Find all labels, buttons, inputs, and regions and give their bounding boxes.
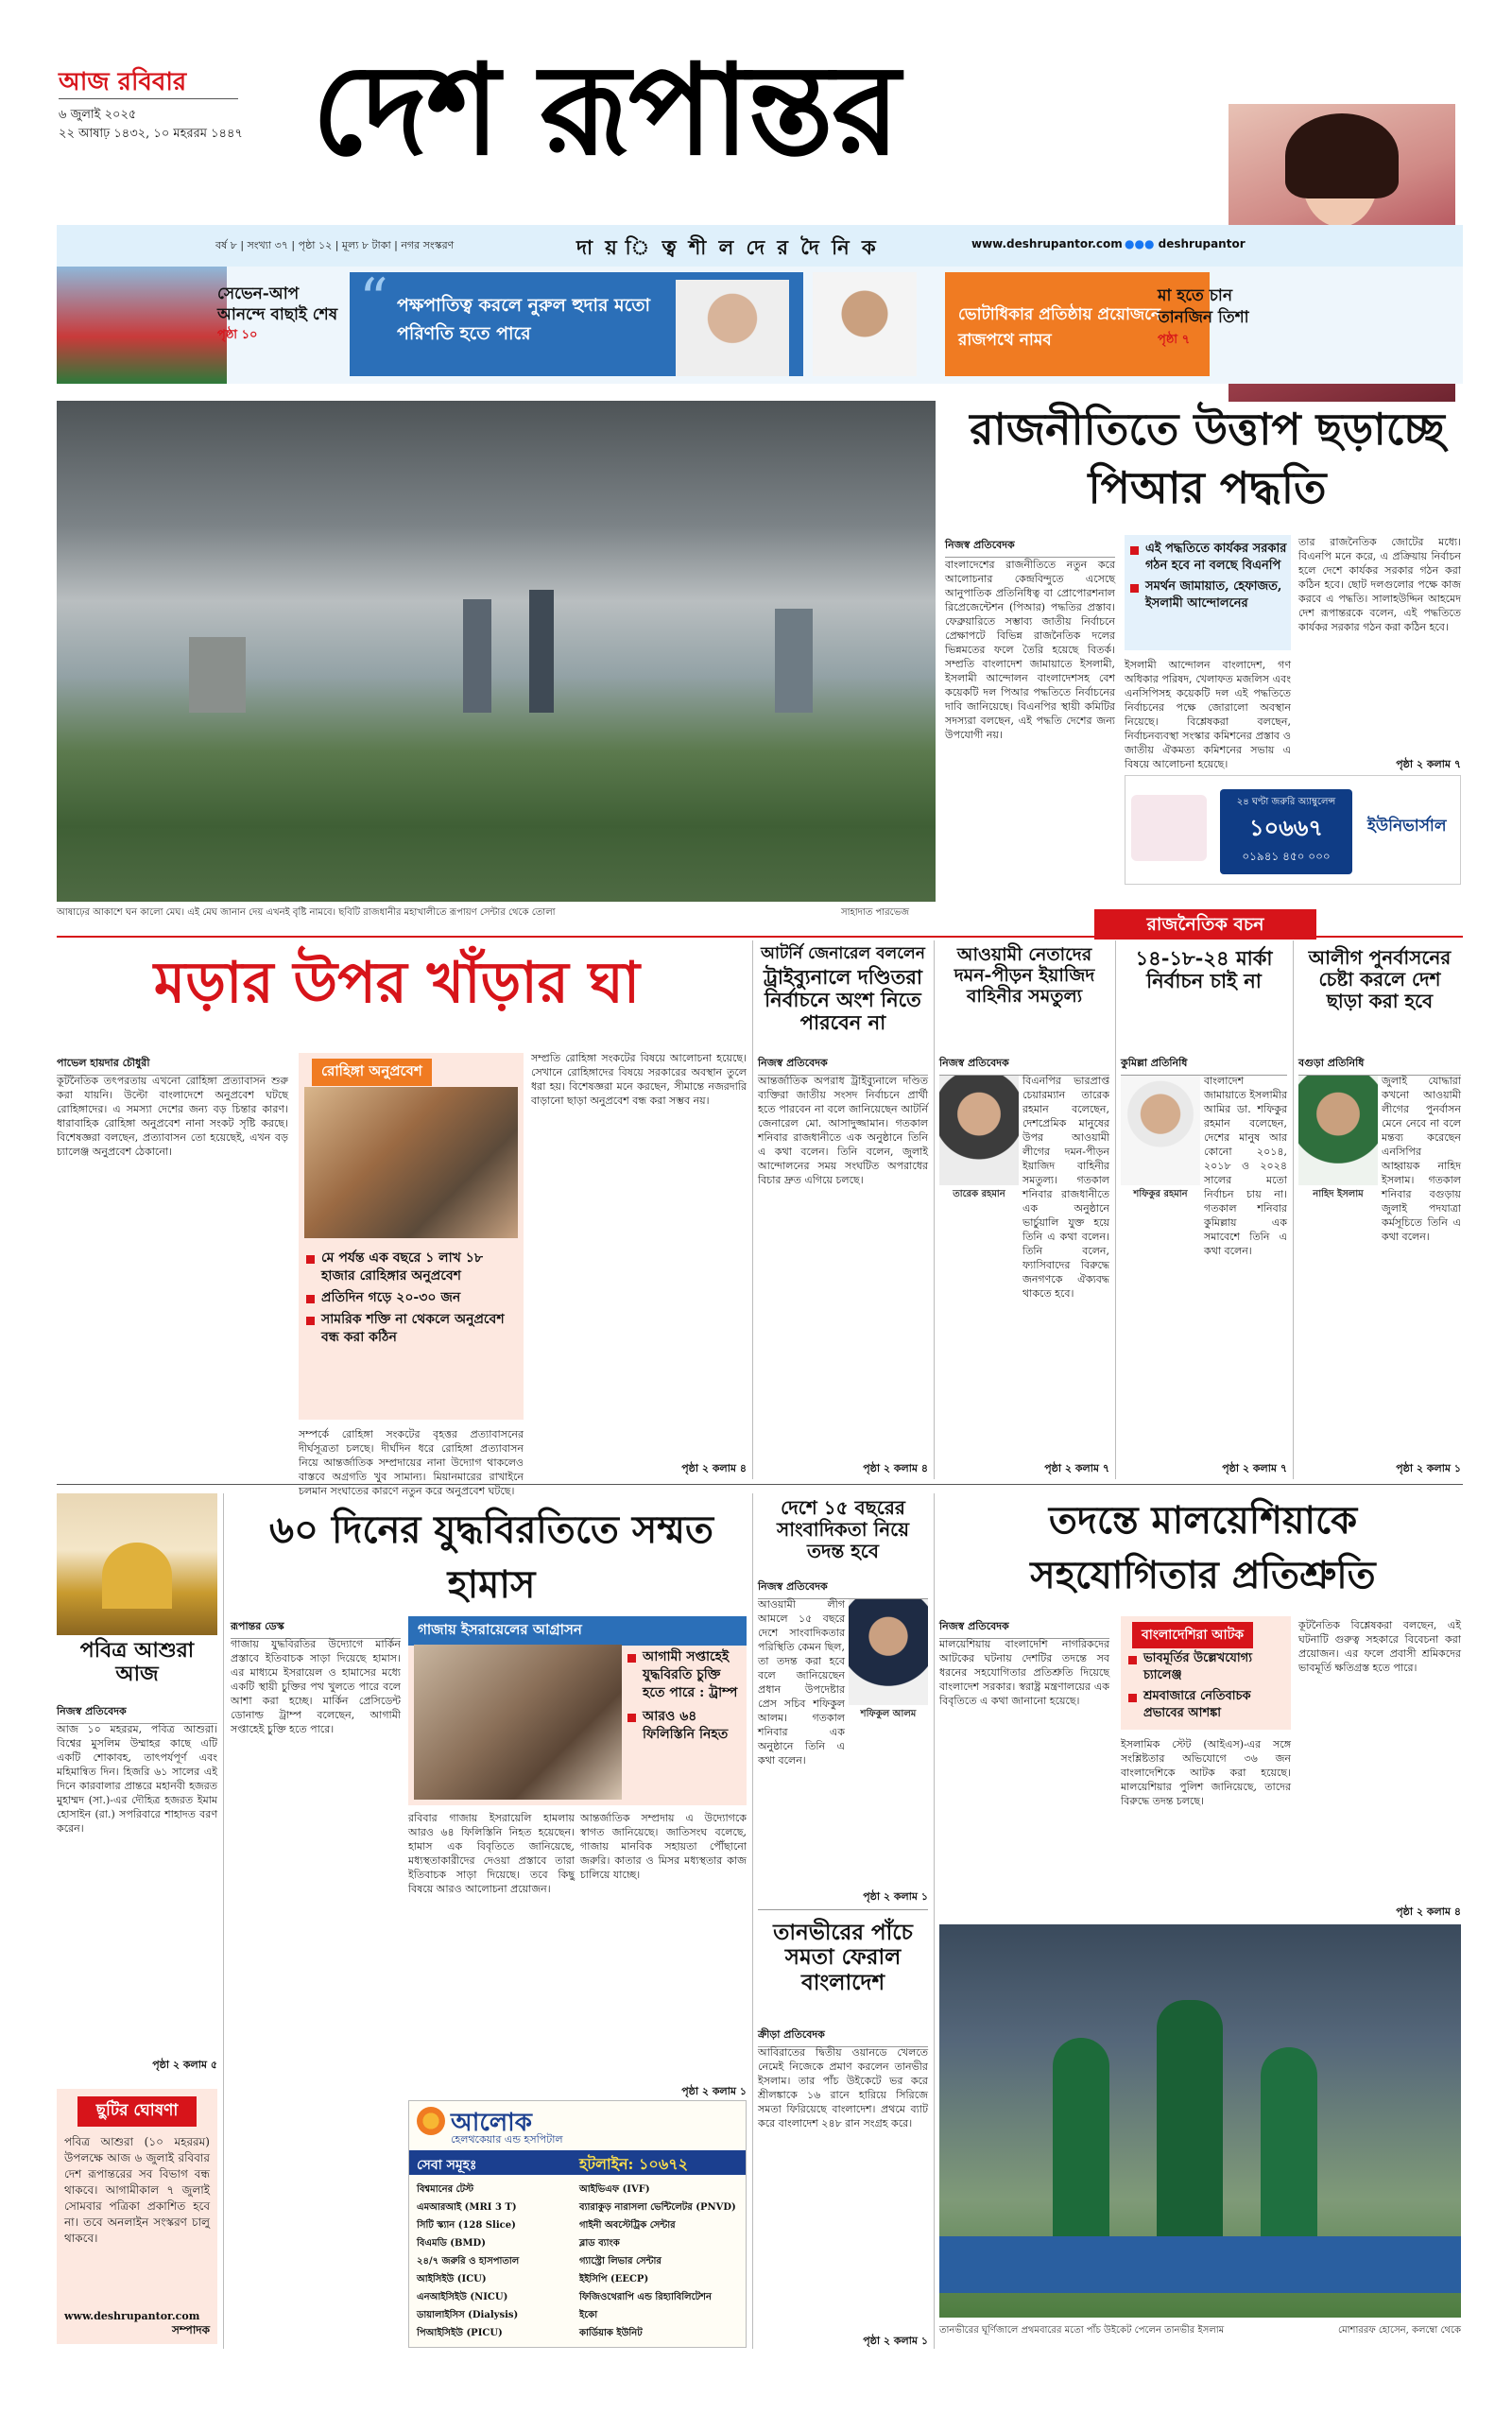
- hamas-col1: গাজায় যুদ্ধবিরতির উদ্যোগে মার্কিন প্রস্তাবে ইতিবাচক সাড়া দিয়েছে হামাস। এর মাধ্যমে ইসরায়েল ও হামাসের মধ্যে একটি স্থায়ী চুক্তির পথ খুলতে পারে বলে আশা করা হচ্ছে। মার্কিন প্রেসিডেন্ট ডোনাল্ড ট্রাম্প বলেছেন, আগামী সপ্তাহেই চুক্তি হতে পারে।: [231, 1638, 401, 1735]
- teaser-strip: [57, 267, 1463, 384]
- nahid-photo: [1298, 1076, 1378, 1185]
- malaysia-box-title: বাংলাদেশিরা আটক: [1132, 1622, 1253, 1648]
- ncp-headline: আলীগ পুনর্বাসনের চেষ্টা করলে দেশ ছাড়া করা হবে: [1308, 946, 1452, 1012]
- awami-jump: পৃষ্ঠা ২ কলাম ৭: [1044, 1462, 1109, 1474]
- alok-hotline: হটলাইন: ১০৬৭২: [579, 2155, 689, 2173]
- rohingya-bullet: সামরিক শক্তি না থেকলে অনুপ্রবেশ বন্ধ করা কঠিন: [304, 1311, 518, 1347]
- quote-mark-icon: “: [359, 267, 388, 333]
- alok-service: গাইনী অবস্টেট্রিক সেন্টার: [579, 2220, 676, 2231]
- section-tag-text: রাজনৈতিক বচন: [1146, 914, 1264, 935]
- jamaat-byline: কুমিল্লা প্রতিনিধি: [1121, 1055, 1287, 1076]
- lead-photo-caption: আষাঢ়ের আকাশে ঘন কালো মেঘ। এই মেঘ জানান দেয় এখনই বৃষ্টি নামবে। ছবিটি রাজধানীর মহাখালীতে রূপায়ণ সেন্টার থেকে তোলা: [57, 907, 556, 918]
- date-en: ৬ জুলাই ২০২৫: [59, 108, 137, 122]
- social-label: deshrupantor: [1158, 237, 1246, 250]
- alok-service: আইসিইউ (ICU): [417, 2274, 487, 2284]
- alok-service: এমআরআই (MRI 3 T): [417, 2202, 517, 2213]
- malaysia-bullet: শ্রমবাজারে নেতিবাচক প্রভাবের আশঙ্কা: [1126, 1688, 1287, 1722]
- rohingya-col1: কূটনৈতিক তৎপরতায় এখনো রোহিঙ্গা প্রত্যাবাসন শুরু করা যায়নি। উল্টো বাংলাদেশে অনুপ্রবেশ ঘটছে রোহিঙ্গাদের। এ সমস্যা দেশের জন্য বড় চিন্তার কারণ। ধারাবাহিক রোহিঙ্গা অনুপ্রবেশ নানা সংকট সৃষ্টি করছে। বিশেষজ্ঞরা বলছেন, প্রত্যাবাসন তো হয়েছেই, এখন বড় চ্যালেঞ্জ অনুপ্রবেশ ঠেকানো।: [57, 1075, 288, 1158]
- ncp-jump: পৃষ্ঠা ২ কলাম ১: [1396, 1462, 1461, 1474]
- holiday-sign: সম্পাদক: [171, 2323, 210, 2336]
- teaser-vote-text: ভোটাধিকার প্রতিষ্ঠায় প্রয়োজনে রাজপথে নামব: [958, 305, 1161, 350]
- alok-service: কার্ডিয়াক ইউনিট: [579, 2328, 643, 2338]
- tribunal-kicker: আটর্নি জেনারেল বললেন: [761, 944, 925, 963]
- journalism-jump: পৃষ্ঠা ২ কলাম ১: [863, 1890, 928, 1903]
- hamas-headline: ৬০ দিনের যুদ্ধবিরতিতে সম্মত হামাস: [269, 1508, 713, 1607]
- social-handle: [1125, 237, 1246, 250]
- alok-service: গ্যাস্ট্রো লিভার সেন্টার: [579, 2256, 662, 2267]
- tarique-caption: তারেক রহমান: [953, 1189, 1005, 1199]
- cricket-photo-credit: মোশাররফ হোসেন, কলম্বো থেকে: [1338, 2325, 1461, 2336]
- alok-service: ইইসিপি (EECP): [579, 2274, 649, 2284]
- malaysia-bullet: ভাবমূর্তির উল্লেখযোগ্য চ্যালেঞ্জ: [1126, 1650, 1287, 1684]
- awami-headline: আওয়ামী নেতাদের দমন-পীড়ন ইয়াজিদ বাহিনীর সমতুল্য: [954, 944, 1095, 1007]
- rohingya-photo: [304, 1087, 518, 1238]
- banner-logo: [1131, 795, 1207, 861]
- issue-info: বর্ষ ৮ | সংখ্যা ৩৭ | পৃষ্ঠা ১২ | মূল্য ৮ টাকা | নগর সংস্করণ: [215, 239, 455, 251]
- malaysia-box: [1121, 1616, 1291, 1730]
- alok-service: ব্যারাকুড় নারাসলা ভেন্টিলেটর (PNVD): [579, 2202, 736, 2213]
- alok-services-label: সেবা সমূহঃ: [417, 2158, 477, 2173]
- teaser-football-text: সেভেন-আপ আনন্দে বাছাই শেষ: [217, 284, 338, 324]
- alok-hospital-ad: [408, 2100, 747, 2348]
- ashura-body: আজ ১০ মহররম, পবিত্র আশুরা। বিশ্বের মুসলিম উম্মাহর কাছে এটি একটি শোকাবহ, তাৎপর্যপূর্ণ এবং মহিমান্বিত দিন। হিজরি ৬১ সালের এই দিনে কারবালার প্রান্তরে মহানবী হজরত মুহাম্মদ (সা.)-এর দৌহিত্র হজরত ইমাম হোসাইন (রা.) সপরিবারে শাহাদত বরণ করেন।: [57, 1723, 217, 1835]
- malaysia-col1: মালয়েশিয়ায় বাংলাদেশি নাগরিকদের আটকের ঘটনায় দেশটির তদন্তে সব ধরনের সহযোগিতার প্রতিশ্রুতি দিয়েছে বাংলাদেশ সরকার। স্বরাষ্ট্র মন্ত্রণালয়ের এক বিবৃতিতে এ কথা জানানো হয়েছে।: [939, 1638, 1109, 1707]
- shafiqur-caption: শফিকুর রহমান: [1133, 1189, 1188, 1199]
- alok-brand: আলোক: [451, 2109, 532, 2137]
- alok-services-col1: [417, 2181, 577, 2342]
- columnist-photo: [676, 280, 789, 376]
- hotline-number: ১০৬৬৭: [1249, 814, 1323, 841]
- hotline-label: ২৪ ঘণ্টা জরুরি অ্যাম্বুলেন্স: [1236, 797, 1336, 807]
- lead-byline: নিজস্ব প্রতিবেদক: [945, 537, 1115, 558]
- lead-headline-2: পিআর পদ্ধতি: [1088, 462, 1327, 513]
- alok-service: সিটি স্ক্যান (128 Slice): [417, 2220, 516, 2231]
- politician-photo: [813, 272, 917, 376]
- rohingya-box-title: রোহিঙ্গা অনুপ্রবেশ: [312, 1059, 432, 1086]
- hamas-col2: রবিবার গাজায় ইসরায়েলি হামলায় আরও ৬৪ ফিলিস্তিনি নিহত হয়েছেন। হামাস এক বিবৃতিতে জানিয়েছে, মধ্যস্থতাকারীদের দেওয়া প্রস্তাবে তারা ইতিবাচক সাড়া দিয়েছে। তবে কিছু বিষয়ে আরও আলোচনা প্রয়োজন।: [408, 1812, 575, 1895]
- rohingya-byline: পাভেল হায়দার চৌধুরী: [57, 1055, 265, 1076]
- malaysia-byline: নিজস্ব প্রতিবেদক: [939, 1618, 1109, 1639]
- tribunal-body: আন্তর্জাতিক অপরাধ ট্রাইব্যুনালে দণ্ডিত ব্যক্তিরা জাতীয় সংসদ নির্বাচনে প্রার্থী হতে পারবেন না বলে জানিয়েছেন আটর্নি জেনারেল মো. আসাদুজ্জামান। গতকাল শনিবার রাজধানীতে এক অনুষ্ঠানে তিনি এ কথা বলেন। তিনি বলেন, জুলাই আন্দোলনের সময় সংঘটিত অপরাধের বিচার দ্রুত এগিয়ে চলছে।: [758, 1075, 928, 1186]
- malaysia-col3: কূটনৈতিক বিশ্লেষকরা বলছেন, এই ঘটনাটি গুরুত্ব সহকারে বিবেচনা করা প্রয়োজন। এর ফলে প্রবাসী শ্রমিকদের ভাবমূর্তি ক্ষতিগ্রস্ত হতে পারে।: [1298, 1619, 1461, 1674]
- lead-headline-1: রাজনীতিতে উত্তাপ ছড়াচ্ছে: [970, 404, 1445, 455]
- hamas-bullet: আরও ৬৪ ফিলিস্তিনি নিহত: [626, 1708, 743, 1744]
- date-bn: ২২ আষাঢ় ১৪৩২, ১০ মহররম ১৪৪৭: [59, 127, 243, 141]
- teaser-tisha-text: মা হতে চান তানজিন তিশা: [1158, 286, 1249, 327]
- teaser-nurul-huda-text: পক্ষপাতিত্ব করলে নুরুল হুদার মতো পরিণতি হতে পারে: [397, 295, 650, 344]
- awami-body: বিএনপির ভারপ্রাপ্ত চেয়ারম্যান তারেক রহমান বলেছেন, দেশপ্রেমিক মানুষের উপর আওয়ামী লীগের দমন-পীড়ন ইয়াজিদ বাহিনীর সমতুল্য। গতকাল শনিবার রাজধানীতে এক অনুষ্ঠানে ভার্চুয়ালি যুক্ত হয়ে তিনি এ কথা বলেন। তিনি বলেন, ফ্যাসিবাদের বিরুদ্ধে জনগণকে ঐক্যবদ্ধ থাকতে হবে।: [1022, 1075, 1109, 1300]
- shafiqur-photo: [1121, 1076, 1200, 1185]
- malaysia-col2: ইসলামিক স্টেট (আইএস)-এর সঙ্গে সংশ্লিষ্টতার অভিযোগে ৩৬ জন বাংলাদেশিকে আটক করা হয়েছে। মালয়েশিয়ার পুলিশ জানিয়েছে, তাদের বিরুদ্ধে তদন্ত চলছে।: [1121, 1738, 1291, 1807]
- day-label: আজ রবিবার: [59, 68, 187, 96]
- cricket-photo: [939, 1924, 1461, 2318]
- alok-services-col2: [579, 2181, 742, 2342]
- jamaat-headline: ১৪-১৮-২৪ মার্কা নির্বাচন চাই না: [1135, 946, 1273, 993]
- alt-number: ০১৯৪১ ৪৫০ ০০০: [1242, 850, 1331, 863]
- rohingya-box: [299, 1053, 524, 1420]
- lead-box-item: সমর্থন জামায়াত, হেফাজত, ইসলামী আন্দোলনের: [1128, 578, 1287, 612]
- holiday-title: ছুটির ঘোষণা: [77, 2096, 197, 2127]
- alok-header-bar: [409, 2150, 746, 2175]
- jamaat-jump: পৃষ্ঠা ২ কলাম ৭: [1222, 1462, 1287, 1474]
- ncp-body: জুলাই যোদ্ধারা কখনো আওয়ামী লীগের পুনর্বাসন মেনে নেবে না বলে মন্তব্য করেছেন এনসিপির আহ্বায়ক নাহিদ ইসলাম। গতকাল শনিবার বগুড়ায় জুলাই পদযাত্রা কর্মসূচিতে তিনি এ কথা বলেন।: [1382, 1075, 1461, 1243]
- rohingya-col3: সম্প্রতি রোহিঙ্গা সংকটের বিষয়ে আলোচনা হয়েছে। সেখানে রোহিঙ্গাদের বিষয়ে সরকারের অবস্থান তুলে ধরা হয়। বিশেষজ্ঞরা মনে করছেন, সীমান্তে নজরদারি বাড়ানো ছাড়া অনুপ্রবেশ বন্ধ করা সম্ভব নয়।: [531, 1052, 747, 1107]
- rohingya-col2: সম্পর্কে রোহিঙ্গা সংকটের বৃহত্তর প্রত্যাবাসনের দীর্ঘসূত্রতা চলছে। দীর্ঘদিন ধরে রোহিঙ্গা প্রত্যাবাসন নিয়ে আন্তর্জাতিক সম্প্রদায়ের নানা উদ্যোগ থাকলেও বাস্তবে অগ্রগতি খুব সামান্য। মিয়ানমারের রাখাইনে চলমান সংঘাতের কারণে নতুন করে অনুপ্রবেশ ঘটছে।: [299, 1428, 524, 1497]
- nahid-caption: নাহিদ ইসলাম: [1313, 1189, 1364, 1199]
- ashura-photo: [57, 1493, 217, 1635]
- lead-col1: বাংলাদেশের রাজনীতিতে নতুন করে আলোচনার কেন্দ্রবিন্দুতে এসেছে আনুপাতিক প্রতিনিধিত্ব বা প্রোপোরশনাল রিপ্রেজেন্টেশন (পিআর) পদ্ধতির প্রস্তাব। ফেব্রুয়ারিতে সম্ভাব্য জাতীয় নির্বাচনে প্রেক্ষাপটে বিভিন্ন রাজনৈতিক দলের ভিন্নমতের ফলে তৈরি হয়েছে বিতর্ক। সম্প্রতি বাংলাদেশ জামায়াতে ইসলামী, ইসলামী আন্দোলন বাংলাদেশসহ বেশ কয়েকটি দল পিআর পদ্ধতিতে নির্বাচনের দাবি জানিয়েছে। বিএনপির স্থায়ী কমিটির সদস্যরা বলছেন, এই পদ্ধতি দেশের জন্য উপযোগী নয়।: [945, 559, 1115, 741]
- lead-jump: পৃষ্ঠা ২ কলাম ৭: [1396, 758, 1461, 770]
- cricket-headline: তানভীরের পাঁচে সমতা ফেরাল বাংলাদেশ: [773, 1920, 913, 1995]
- social-icons: ●●●: [1125, 237, 1155, 250]
- alok-subtitle: হেলথকেয়ার এন্ড হসপিটাল: [451, 2133, 563, 2146]
- teaser-football: [217, 284, 345, 346]
- teaser-nurul-huda: [350, 267, 803, 376]
- lead-col3: তার রাজনৈতিক জোটের মধ্যে। বিএনপি মনে করে, এ প্রক্রিয়ায় নির্বাচন হলে দেশে কার্যকর সরকার গঠন করা কঠিন হবে। ছোট দলগুলোর পক্ষে কাজ করবে এ পদ্ধতি। সালাহউদ্দিন আহমেদ দেশ রূপান্তরকে বলেন, এই পদ্ধতিতে কার্যকর সরকার গঠন করা কঠিন হবে।: [1298, 536, 1461, 633]
- newspaper-title: দেশ রূপান্তর: [312, 37, 899, 183]
- malaysia-jump: পৃষ্ঠা ২ কলাম ৪: [1396, 1905, 1461, 1918]
- awami-byline: নিজস্ব প্রতিবেদক: [939, 1055, 1109, 1076]
- alok-logo-icon: [417, 2107, 445, 2135]
- rohingya-headline: মড়ার উপর খাঁড়ার ঘা: [153, 950, 641, 1016]
- hamas-jump: পৃষ্ঠা ২ কলাম ১: [681, 2085, 747, 2097]
- journalism-byline: নিজস্ব প্রতিবেদক: [758, 1578, 928, 1599]
- tribunal-jump: পৃষ্ঠা ২ কলাম ৪: [863, 1462, 928, 1474]
- lead-photo: [57, 401, 936, 902]
- alok-service: এনআইসিইউ (NICU): [417, 2292, 508, 2302]
- lead-box: [1125, 535, 1291, 650]
- holiday-body: পবিত্র আশুরা (১০ মহররম) উপলক্ষে আজ ৬ জুলাই রবিবার দেশ রূপান্তরের সব বিভাগ বন্ধ থাকবে। আগামীকাল ৭ জুলাই সোমবার পত্রিকা প্রকাশিত হবে না। তবে অনলাইন সংস্করণ চালু থাকবে।: [64, 2135, 210, 2245]
- football-photo: [57, 267, 227, 384]
- journalism-body: আওয়ামী লীগ আমলে ১৫ বছরে দেশে সাংবাদিকতার পরিস্থিতি কেমন ছিল, তা তদন্ত করা হবে বলে জানিয়েছেন প্রধান উপদেষ্টার প্রেস সচিব শফিকুল আলম। গতকাল শনিবার এক অনুষ্ঠানে তিনি এ কথা বলেন।: [758, 1598, 845, 1767]
- lead-box-item: এই পদ্ধতিতে কার্যকর সরকার গঠন হবে না বলছে বিএনপি: [1128, 541, 1287, 575]
- alok-service: ইকো: [579, 2310, 598, 2320]
- shafiqul-caption: শফিকুল আলম: [860, 1709, 917, 1719]
- ncp-byline: বগুড়া প্রতিনিধি: [1298, 1055, 1461, 1076]
- banner-brand: ইউনিভার্সাল: [1367, 817, 1447, 836]
- cricket-byline: ক্রীড়া প্রতিবেদক: [758, 2026, 928, 2047]
- alok-service: ডায়ালাইসিস (Dialysis): [417, 2310, 519, 2320]
- cricket-jump: পৃষ্ঠা ২ কলাম ১: [863, 2335, 928, 2347]
- cricket-body: আবিরাতের দ্বিতীয় ওয়ানডে খেলতে নেমেই নিজেকে প্রমাণ করলেন তানভীর ইসলাম। তার পাঁচ উইকেটে ভর করে শ্রীলঙ্কাকে ১৬ রানে হারিয়ে সিরিজে সমতা ফিরিয়েছে বাংলাদেশ। প্রথমে ব্যাট করে বাংলাদেশ ২৪৮ রান সংগ্রহ করে।: [758, 2046, 928, 2129]
- website: www.deshrupantor.com: [971, 237, 1123, 250]
- alok-service: বিএমডি (BMD): [417, 2238, 486, 2249]
- journalism-headline: দেশে ১৫ বছরের সাংবাদিকতা নিয়ে তদন্ত হবে: [776, 1496, 910, 1562]
- tagline: দা য় ি ত্ব শী ল দে র দৈ নি ক: [576, 236, 879, 259]
- hamas-col3: আন্তর্জাতিক সম্প্রদায় এ উদ্যোগকে স্বাগত জানিয়েছে। জাতিসংঘ বলেছে, গাজায় মানবিক সহায়তা পৌঁছানো জরুরি। কাতার ও মিসর মধ্যস্থতার কাজ চালিয়ে যাচ্ছে।: [580, 1812, 747, 1881]
- tribunal-headline: ট্রাইব্যুনালে দণ্ডিতরা নির্বাচনে অংশ নিতে পারবেন না: [764, 965, 922, 1035]
- holiday-web: www.deshrupantor.com: [64, 2310, 200, 2322]
- hamas-box-title: গাজায় ইসরায়েলের আগ্রাসন: [408, 1616, 747, 1646]
- ashura-byline: নিজস্ব প্রতিবেদক: [57, 1703, 217, 1724]
- hamas-byline: রূপান্তর ডেস্ক: [231, 1618, 401, 1639]
- alok-service: আইভিএফ (IVF): [579, 2184, 650, 2195]
- holiday-notice: [57, 2089, 217, 2344]
- masthead: [0, 0, 1512, 259]
- jamaat-body: বাংলাদেশ জামায়াতে ইসলামীর আমির ডা. শফিকুর রহমান বলেছেন, দেশের মানুষ আর কোনো ২০১৪, ২০১৮ ও ২০২৪ সালের মতো নির্বাচন চায় না। গতকাল শনিবার কুমিল্লায় এক সমাবেশে তিনি এ কথা বলেন।: [1204, 1075, 1287, 1257]
- hotline-block: [1220, 789, 1352, 874]
- rohingya-bullet: প্রতিদিন গড়ে ২০-৩০ জন: [304, 1289, 518, 1307]
- lead-col2: ইসলামী আন্দোলন বাংলাদেশ, গণ অধিকার পরিষদ, খেলাফত মজলিস এবং এনসিপিসহ কয়েকটি দল এই পদ্ধতিতে নির্বাচনের পক্ষে জোরালো অবস্থান নিয়েছে। বিশ্লেষকরা বলছেন, নির্বাচনব্যবস্থা সংস্কার কমিশনের প্রস্তাব ও জাতীয় ঐকমত্য কমিশনের সভায় এ বিষয়ে আলোচনা হয়েছে।: [1125, 659, 1291, 770]
- tribunal-byline: নিজস্ব প্রতিবেদক: [758, 1055, 928, 1076]
- rohingya-jump: পৃষ্ঠা ২ কলাম ৪: [681, 1462, 747, 1474]
- ashura-headline: পবিত্র আশুরা আজ: [79, 1638, 195, 1687]
- cricket-photo-caption: তানভীরের ঘূর্ণিজালে প্রথমবারের মতো পাঁচ উইকেট পেলেন তানভীর ইসলাম: [939, 2325, 1225, 2336]
- malaysia-headline-1: তদন্তে মালয়েশিয়াকে: [1048, 1498, 1358, 1543]
- alok-service: ফিজিওথেরাপি এন্ড রিহ্যাবিলিটেশন: [579, 2292, 712, 2302]
- alok-service: ব্লাড ব্যাংক: [579, 2238, 620, 2249]
- tarique-photo: [939, 1076, 1019, 1185]
- shafiqul-photo: [849, 1599, 928, 1705]
- gaza-photo: [414, 1645, 622, 1800]
- teaser-tisha-page: পৃষ্ঠা ৭: [1158, 333, 1191, 347]
- hospital-banner-ad: [1125, 775, 1461, 885]
- alok-service: পিআইসিইউ (PICU): [417, 2328, 503, 2338]
- hamas-box: [408, 1616, 747, 1805]
- hamas-bullet: আগামী সপ্তাহেই যুদ্ধবিরতি চুক্তি হতে পারে : ট্রাম্প: [626, 1648, 743, 1702]
- alok-service: ২৪/৭ জরুরি ও হাসপাতাল: [417, 2256, 520, 2267]
- alok-service: বিশ্বমানের টেস্ট: [417, 2184, 474, 2195]
- lead-photo-credit: সাহাদাত পারভেজ: [841, 907, 910, 918]
- teaser-football-page: পৃষ্ঠা ১০: [217, 328, 258, 342]
- malaysia-headline-2: সহযোগিতার প্রতিশ্রুতি: [1030, 1553, 1376, 1597]
- ashura-jump: পৃষ্ঠা ২ কলাম ৫: [152, 2059, 217, 2071]
- rohingya-bullet: মে পর্যন্ত এক বছরে ১ লাখ ১৮ হাজার রোহিঙ্গার অনুপ্রবেশ: [304, 1250, 518, 1285]
- teaser-tisha: [1158, 285, 1262, 351]
